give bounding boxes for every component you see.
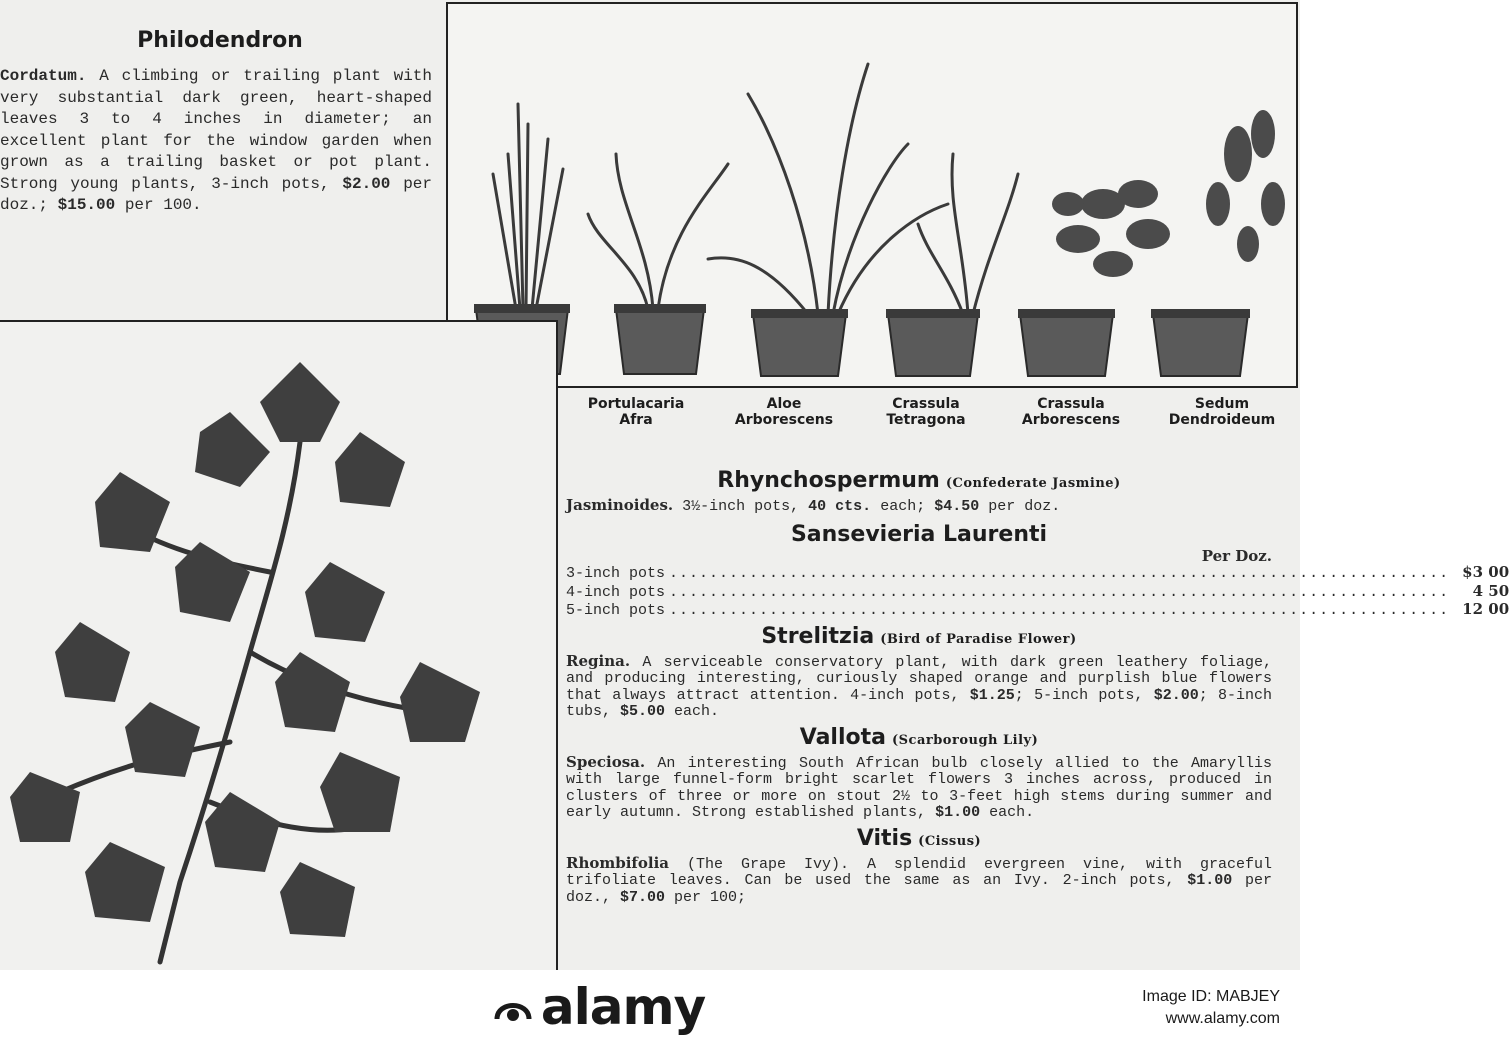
sansevieria-heading: Sansevieria Laurenti: [790, 521, 1048, 547]
footer-bar: [0, 970, 1300, 1049]
vallota-heading: Vallota (Scarborough Lily): [799, 724, 1039, 750]
succulents-photo: [446, 2, 1298, 388]
caption-crassula-arborescens: Crassula Arborescens: [1021, 396, 1121, 428]
philodendron-title: Philodendron: [137, 28, 303, 53]
price-row: 3-inch pots .............................................................................. $3 00: [566, 563, 1509, 582]
footer-url: www.alamy.com: [1165, 1010, 1280, 1027]
caption-aloe: Aloe Arborescens: [734, 396, 834, 428]
caption-portulacaria: Portulacaria Afra: [587, 396, 685, 428]
alamy-logo-text: alamy: [540, 978, 706, 1036]
alamy-logo: [478, 976, 718, 1038]
grape-ivy-photo: [0, 320, 558, 970]
strelitzia-heading: Strelitzia (Bird of Paradise Flower): [761, 623, 1077, 649]
vallota-description: Speciosa. An interesting South African bulb closely allied to the Amaryllis with large funnel-form bright scarlet flowers 3 inches across, produced in clusters of three or more on stout 2½ to 3-feet high stems during summer and early autumn. Strong established plants, $1.00 each.: [566, 752, 1272, 821]
alamy-logo-icon: [491, 985, 535, 1029]
philodendron-description: Cordatum. A climbing or trailing plant with very substantial dark green, heart-shaped leaves 3 to 4 inches in diameter; an excellent plant for the window garden when grown as a trailing basket or pot plant. Strong young plants, 3-inch pots, $2.00 per doz.; $15.00 per 100.: [0, 67, 432, 214]
grape-ivy-illustration: [0, 322, 556, 970]
rhynchospermum-heading: Rhynchospermum (Confederate Jasmine): [717, 468, 1121, 493]
succulents-illustration: [448, 4, 1296, 386]
strelitzia-description: Regina. A serviceable conservatory plant, with dark green leathery foliage, and producing interesting, curiously shaped orange and purplish blue flowers that always attract attention. 4-inch pots, $1.25; 5-inch pots, $2.00; 8-inch tubs, $5.00 each.: [566, 651, 1272, 720]
vitis-heading: Vitis (Cissus): [856, 825, 982, 851]
catalog-column: [566, 468, 1509, 906]
caption-sedum: Sedum Dendroideum: [1168, 396, 1276, 428]
photo-captions: [446, 396, 1298, 436]
per-doz-label: Per Doz.: [1201, 546, 1272, 565]
price-row: 4-inch pots .............................................................................. 4 50: [566, 581, 1509, 601]
image-id: Image ID: MABJEY www.alamy.com: [1142, 988, 1280, 1027]
vitis-description: Rhombifolia (The Grape Ivy). A splendid evergreen vine, with graceful trifoliate leaves. Can be used the same as an Ivy. 2-inch pots, $1.00 per doz., $7.00 per 100;: [566, 853, 1272, 906]
caption-crassula-tetragona: Crassula Tetragona: [886, 396, 966, 428]
price-row: 5-inch pots .............................................................................. 12 00: [566, 600, 1509, 619]
rhynchospermum-description: Jasminoides. 3½-inch pots, 40 cts. each; $4.50 per doz.: [566, 496, 1061, 515]
